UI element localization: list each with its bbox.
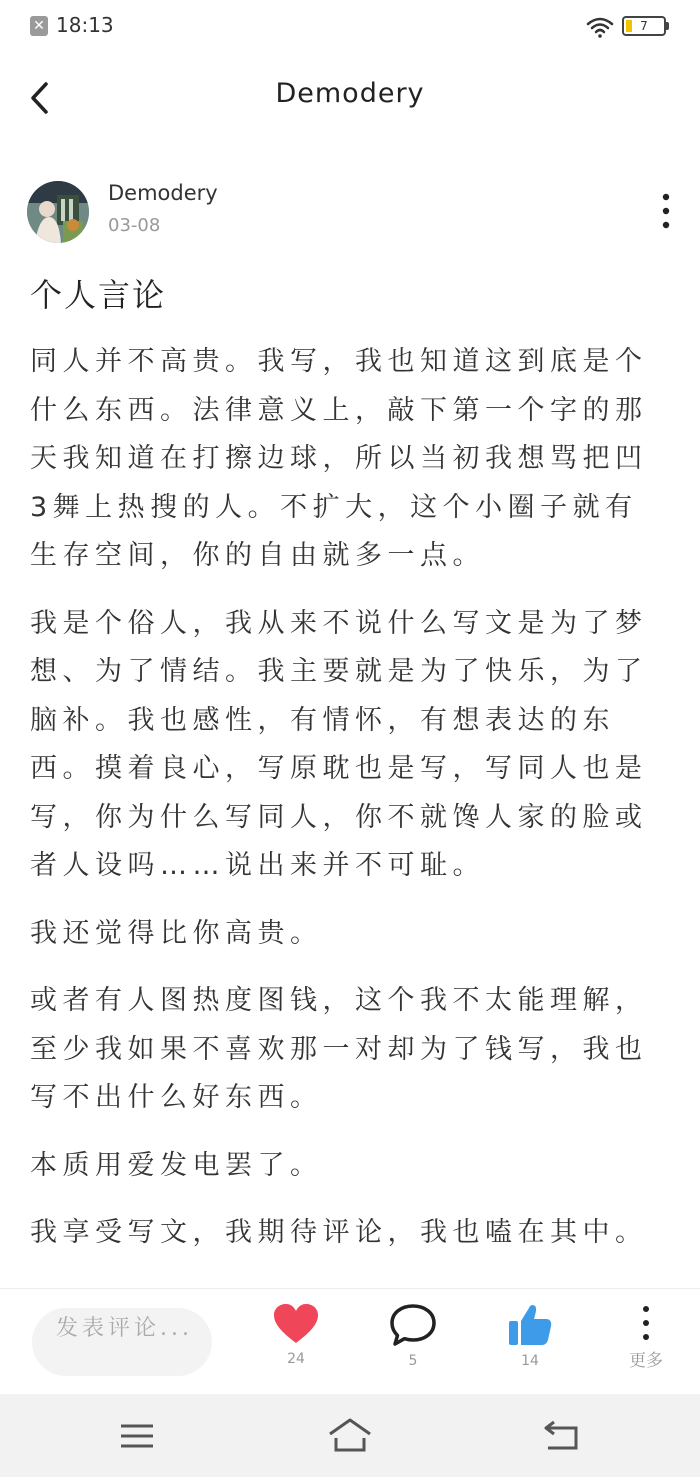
like-count: 24 <box>287 1351 305 1367</box>
article-paragraph: 我是个俗人，我从来不说什么写文是为了梦想、为了情结。我主要就是为了快乐，为了脑补。我也感性，有情怀，有想表达的东西。摸着良心，写原耽也是写，写同人也是写，你为什么写同人，你不就馋人家的脸或者人设吗……说出来并不可耻。 <box>30 607 648 881</box>
more-vertical-icon <box>636 1303 656 1343</box>
battery-level: 7 <box>640 19 648 33</box>
more-actions-button[interactable] <box>610 1303 682 1371</box>
more-vertical-icon <box>652 191 680 231</box>
back-icon[interactable] <box>540 1416 584 1456</box>
page-title: Demodery <box>275 78 425 109</box>
article-paragraph: 同人并不高贵。我写，我也知道这到底是个什么东西。法律意义上，敲下第一个字的那天我知道在打擦边球，所以当初我想骂把凹3舞上热搜的人。不扩大，这个小圈子就有生存空间，你的自由就多一点。 <box>30 346 648 571</box>
battery-icon <box>622 16 666 36</box>
back-button[interactable] <box>20 74 60 122</box>
comment-placeholder: 发表评论... <box>56 1316 193 1341</box>
article-paragraph: 我享受写文，我期待评论，我也嗑在其中。 <box>30 1217 648 1248</box>
speech-bubble-icon <box>389 1303 437 1347</box>
article-paragraph: 我还觉得比你高贵。 <box>30 917 323 949</box>
menu-icon[interactable] <box>115 1416 159 1456</box>
recommend-button[interactable] <box>494 1303 566 1369</box>
more-options-button[interactable] <box>652 191 680 231</box>
comment-button[interactable] <box>377 1303 449 1369</box>
post-date: 03-08 <box>108 215 161 236</box>
home-icon[interactable] <box>326 1416 374 1456</box>
status-time: 18:13 <box>56 13 114 37</box>
author-row <box>0 175 700 255</box>
more-label: 更多 <box>629 1351 663 1371</box>
close-notification-icon: ✕ <box>30 16 48 36</box>
thumbs-up-icon <box>507 1303 553 1347</box>
author-name[interactable]: Demodery <box>108 181 218 205</box>
status-bar <box>0 0 700 56</box>
like-button[interactable] <box>260 1303 332 1367</box>
battery-tip <box>666 22 669 30</box>
wifi-icon <box>585 16 615 38</box>
article-title: 个人言论 <box>30 276 167 314</box>
system-nav-bar <box>0 1394 700 1477</box>
chevron-left-icon <box>29 81 51 115</box>
nav-bar <box>0 56 700 140</box>
article-paragraph: 本质用爱发电罢了。 <box>30 1149 323 1181</box>
avatar[interactable] <box>27 181 89 243</box>
comment-input[interactable] <box>32 1308 212 1376</box>
heart-icon <box>272 1303 320 1345</box>
article <box>30 270 670 1277</box>
action-bar <box>0 1288 700 1394</box>
article-paragraph: 或者有人图热度图钱，这个我不太能理解，至少我如果不喜欢那一对却为了钱写，我也写不出什么好东西。 <box>30 985 648 1113</box>
comment-count: 5 <box>408 1353 418 1369</box>
recommend-count: 14 <box>521 1353 539 1369</box>
